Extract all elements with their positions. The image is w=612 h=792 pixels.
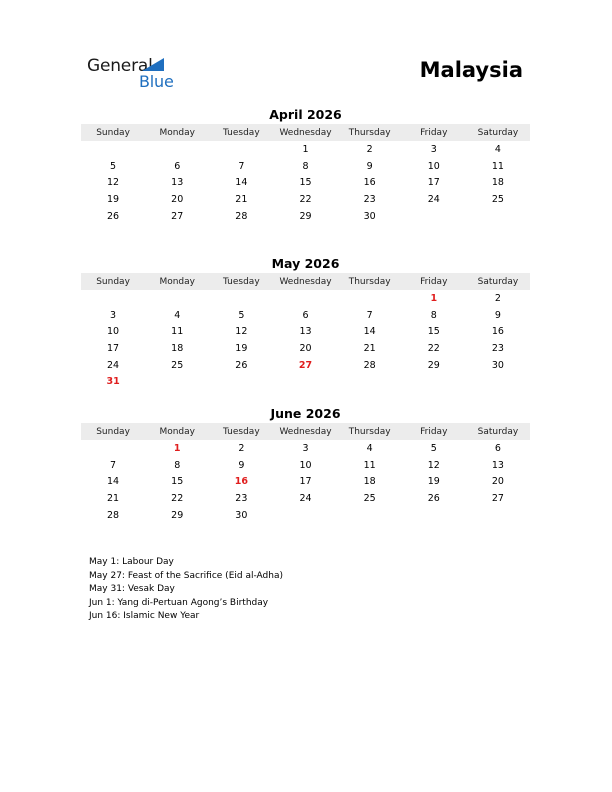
holiday-note: May 27: Feast of the Sacrifice (Eid al-Adha) [89, 570, 283, 581]
day-cell: 16 [491, 326, 504, 338]
weekday-label: Sunday [96, 127, 130, 138]
weekday-label: Tuesday [223, 276, 260, 287]
day-cell: 15 [427, 326, 440, 338]
day-cell: 4 [174, 309, 181, 321]
day-cell: 24 [299, 492, 312, 504]
day-cell: 25 [171, 359, 184, 371]
holiday-day-cell: 1 [430, 292, 438, 304]
week-row [81, 191, 530, 208]
weekday-label: Thursday [348, 276, 391, 287]
day-cell: 22 [171, 492, 184, 504]
day-grid [81, 290, 530, 390]
week-row [81, 440, 530, 457]
day-cell: 30 [491, 359, 504, 371]
day-cell: 27 [491, 492, 504, 504]
day-cell: 21 [235, 193, 248, 205]
holiday-day-cell: 31 [106, 376, 120, 388]
day-cell: 17 [427, 177, 440, 189]
weekday-label: Friday [420, 426, 448, 437]
weekday-header [81, 273, 530, 290]
day-cell: 2 [238, 442, 245, 454]
day-cell: 4 [494, 143, 501, 155]
day-cell: 11 [491, 160, 504, 172]
holiday-notes [89, 556, 283, 624]
weekday-label: Monday [159, 426, 195, 437]
country-title: Malaysia [419, 58, 523, 82]
weekday-header [81, 423, 530, 440]
day-cell: 26 [427, 492, 440, 504]
day-cell: 6 [174, 160, 181, 172]
day-cell: 26 [107, 210, 120, 222]
month-title: May 2026 [271, 256, 340, 271]
holiday-note: Jun 16: Islamic New Year [89, 611, 200, 621]
day-cell: 21 [107, 492, 120, 504]
day-cell: 4 [366, 442, 373, 454]
day-cell: 24 [427, 193, 440, 205]
day-cell: 22 [299, 193, 312, 205]
day-cell: 2 [494, 292, 501, 304]
day-cell: 17 [107, 342, 120, 354]
day-cell: 19 [107, 193, 120, 205]
month-june [81, 405, 530, 523]
day-cell: 16 [363, 177, 376, 189]
day-cell: 23 [235, 492, 248, 504]
day-cell: 12 [235, 326, 248, 338]
day-cell: 12 [427, 459, 440, 471]
weekday-label: Tuesday [223, 127, 260, 138]
day-cell: 2 [366, 143, 373, 155]
day-cell: 22 [427, 342, 440, 354]
day-cell: 8 [430, 309, 437, 321]
month-title: June 2026 [270, 406, 341, 421]
weekday-label: Monday [159, 276, 195, 287]
day-cell: 25 [363, 492, 376, 504]
day-cell: 9 [366, 160, 373, 172]
day-cell: 9 [238, 459, 245, 471]
day-cell: 18 [363, 476, 376, 488]
day-cell: 14 [363, 326, 376, 338]
day-cell: 30 [363, 210, 376, 222]
weekday-label: Tuesday [223, 426, 260, 437]
day-cell: 10 [107, 326, 120, 338]
day-cell: 21 [363, 342, 376, 354]
day-cell: 26 [235, 359, 248, 371]
day-cell: 5 [238, 309, 245, 321]
day-cell: 11 [171, 326, 184, 338]
day-cell: 8 [174, 459, 181, 471]
logo-triangle-icon [142, 58, 164, 71]
holiday-note: May 1: Labour Day [89, 557, 174, 567]
week-row [81, 307, 530, 324]
weekday-label: Friday [420, 276, 448, 287]
day-cell: 30 [235, 509, 248, 521]
day-cell: 13 [171, 177, 184, 189]
day-cell: 3 [430, 143, 437, 155]
day-cell: 3 [110, 309, 117, 321]
week-row [81, 357, 530, 374]
week-row [81, 158, 530, 175]
holiday-note: Jun 1: Yang di-Pertuan Agong’s Birthday [89, 597, 269, 608]
day-cell: 7 [238, 160, 245, 172]
weekday-label: Wednesday [279, 127, 332, 138]
day-cell: 14 [235, 177, 248, 189]
day-cell: 25 [491, 193, 504, 205]
day-cell: 15 [171, 476, 184, 488]
day-cell: 14 [107, 476, 120, 488]
day-cell: 5 [430, 442, 437, 454]
day-cell: 10 [427, 160, 440, 172]
day-cell: 18 [491, 177, 504, 189]
logo-word-general: General [87, 56, 153, 76]
holiday-day-cell: 16 [234, 476, 248, 488]
week-row [81, 290, 530, 307]
week-row [81, 457, 530, 474]
week-row [81, 174, 530, 191]
day-cell: 20 [491, 476, 504, 488]
day-cell: 1 [302, 143, 309, 155]
week-row [81, 208, 530, 225]
day-cell: 18 [171, 342, 184, 354]
day-cell: 3 [302, 442, 309, 454]
day-grid [81, 141, 530, 224]
weekday-label: Thursday [348, 127, 391, 138]
day-cell: 7 [366, 309, 373, 321]
month-title: April 2026 [269, 107, 342, 122]
day-cell: 15 [299, 177, 312, 189]
weekday-label: Wednesday [279, 426, 332, 437]
day-cell: 20 [171, 193, 184, 205]
day-cell: 28 [363, 359, 376, 371]
weekday-label: Saturday [477, 127, 519, 138]
day-cell: 17 [299, 476, 312, 488]
day-cell: 5 [110, 160, 117, 172]
day-cell: 29 [299, 210, 312, 222]
month-may [81, 255, 530, 390]
day-cell: 13 [299, 326, 312, 338]
weekday-label: Thursday [348, 426, 391, 437]
weekday-label: Sunday [96, 426, 130, 437]
week-row [81, 490, 530, 507]
day-cell: 20 [299, 342, 312, 354]
day-cell: 7 [110, 459, 117, 471]
weekday-label: Saturday [477, 426, 519, 437]
holiday-day-cell: 27 [298, 359, 313, 371]
week-row [81, 373, 530, 390]
month-april [81, 106, 530, 224]
day-cell: 9 [494, 309, 501, 321]
weekday-label: Monday [159, 127, 195, 138]
day-cell: 8 [302, 160, 309, 172]
weekday-label: Sunday [96, 276, 130, 287]
generalblue-logo [87, 56, 187, 92]
day-cell: 13 [491, 459, 504, 471]
day-cell: 12 [107, 177, 120, 189]
day-cell: 6 [302, 309, 309, 321]
weekday-label: Friday [420, 127, 448, 138]
day-cell: 28 [235, 210, 248, 222]
day-grid [81, 440, 530, 523]
day-cell: 24 [107, 359, 120, 371]
week-row [81, 473, 530, 490]
day-cell: 11 [363, 459, 376, 471]
day-cell: 19 [427, 476, 440, 488]
day-cell: 28 [107, 509, 120, 521]
logo-word-blue: Blue [139, 72, 174, 91]
week-row [81, 340, 530, 357]
day-cell: 10 [299, 459, 312, 471]
day-cell: 29 [171, 509, 184, 521]
day-cell: 23 [491, 342, 504, 354]
weekday-label: Wednesday [279, 276, 332, 287]
holiday-note: May 31: Vesak Day [89, 584, 175, 594]
week-row [81, 507, 530, 524]
day-cell: 6 [494, 442, 501, 454]
week-row [81, 323, 530, 340]
holiday-day-cell: 1 [173, 442, 181, 454]
day-cell: 23 [363, 193, 376, 205]
day-cell: 19 [235, 342, 248, 354]
day-cell: 29 [427, 359, 440, 371]
weekday-label: Saturday [477, 276, 519, 287]
week-row [81, 141, 530, 158]
weekday-header [81, 124, 530, 141]
day-cell: 27 [171, 210, 184, 222]
